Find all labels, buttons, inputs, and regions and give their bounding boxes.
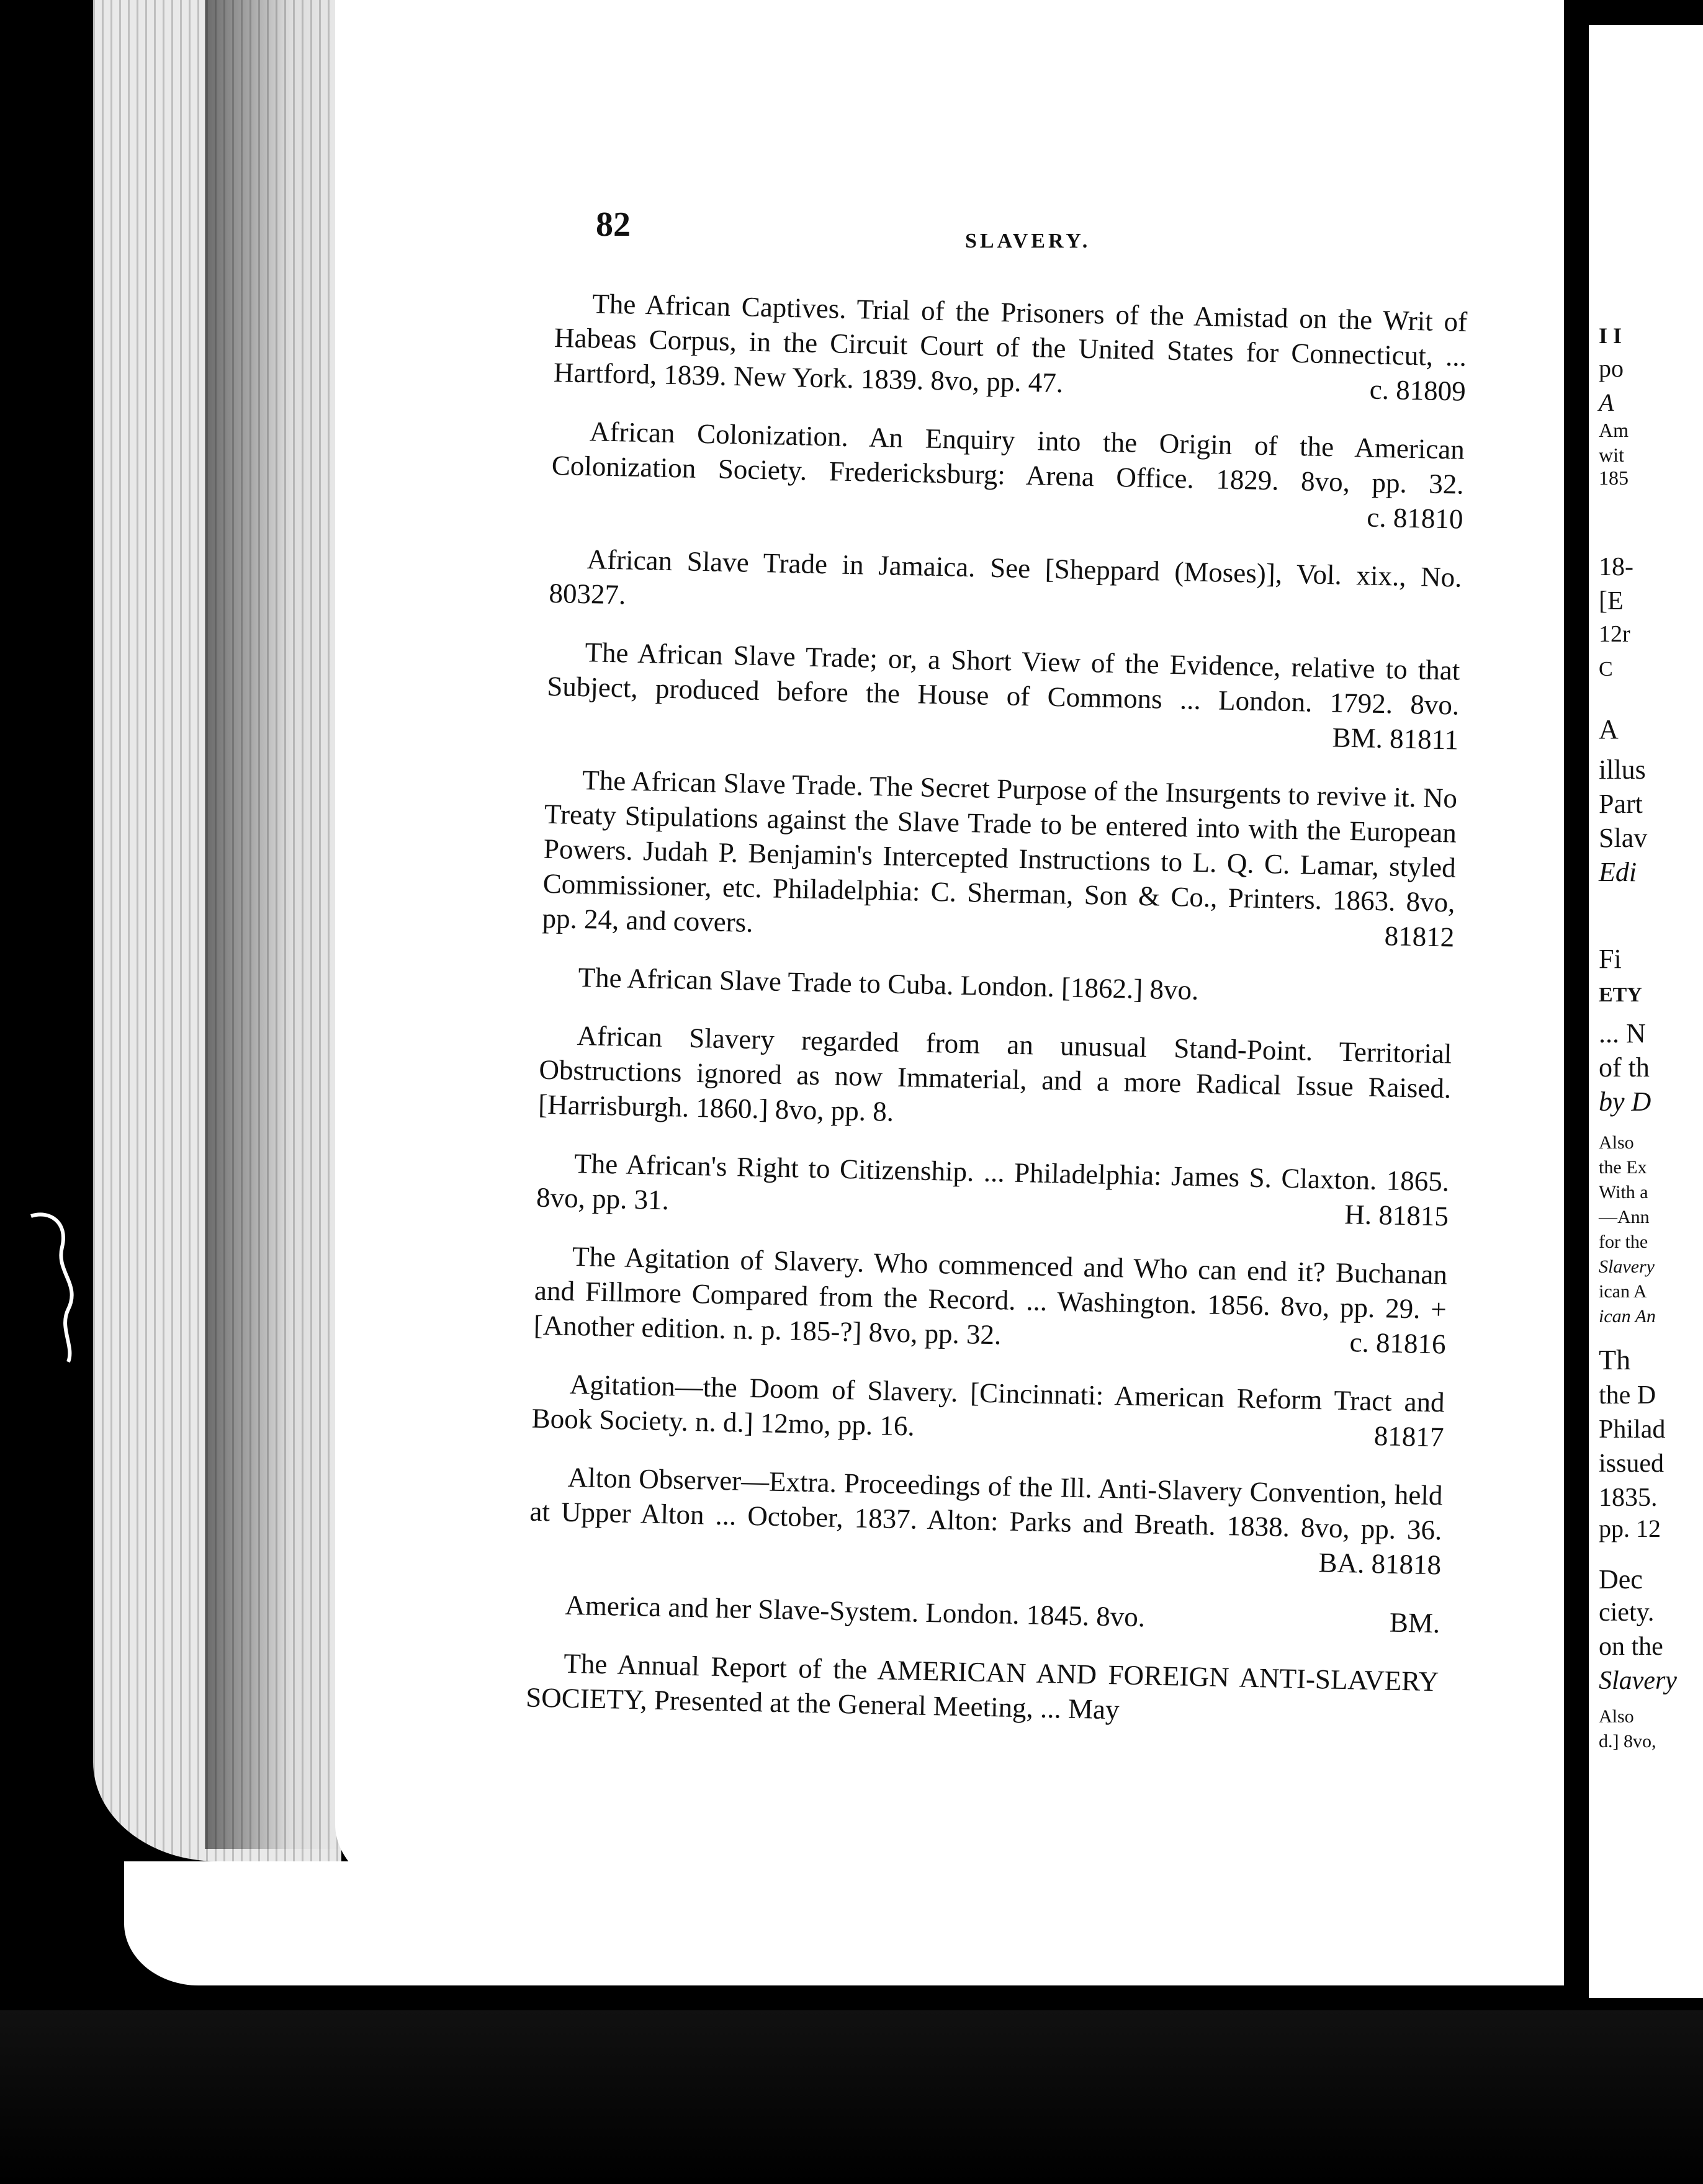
fragment-text: ETY <box>1599 983 1642 1006</box>
entry-text: Alton Observer—Extra. Proceedings of the Ill. Anti-Slavery Convention, held at Upper Alton ... October, 1837. Alton: Parks and Breath. 1838. 8vo, pp. 36. <box>529 1461 1443 1546</box>
entry-text: The African Slave Trade to Cuba. London. [1862.] 8vo. <box>578 962 1199 1006</box>
fragment-text: by D <box>1599 1086 1651 1117</box>
fragment-text: Slavery <box>1599 1256 1655 1277</box>
fragment-text: ican An <box>1599 1306 1656 1327</box>
fragment-text: Slav <box>1599 823 1648 853</box>
fragment-text: —Ann <box>1599 1207 1650 1227</box>
fragment-text: Edi <box>1599 857 1637 887</box>
fragment-text: issued <box>1599 1449 1664 1478</box>
fragment-text: 185 <box>1599 467 1629 489</box>
entry-reference-number: 81812 <box>1372 918 1455 955</box>
bibliography-entry <box>531 1366 1445 1455</box>
entry-reference-number: c. 81816 <box>1337 1325 1446 1362</box>
fragment-text: illus <box>1599 754 1646 785</box>
fragment-text: the Ex <box>1599 1157 1647 1178</box>
bibliography-entry <box>536 1145 1450 1234</box>
right-page-fragment <box>1589 25 1703 1998</box>
bibliography-entry <box>550 413 1465 537</box>
fragment-text: wit <box>1599 444 1624 466</box>
fragment-text: Am <box>1599 419 1629 441</box>
fragment-text: I I <box>1599 323 1622 348</box>
entry-text: The African Slave Trade; or, a Short View of the Evidence, relative to that Subject, produced before the House of Commons ... London. 1792. 8vo. <box>546 637 1460 721</box>
bibliography-entry <box>553 285 1467 409</box>
fragment-text: Part <box>1599 789 1643 819</box>
entry-text: The Agitation of Slavery. Who commenced and Who can end it? Buchanan and Fillmore Compared from the Record. ... Washington. 1856. 8vo, pp. 29. + [Another edition. n. p. 185-?] 8vo, pp. 32. <box>533 1240 1448 1351</box>
fragment-text: Also <box>1599 1132 1634 1153</box>
bibliography-entry <box>541 959 1454 1013</box>
entry-text: The African Captives. Trial of the Prisoners of the Amistad on the Writ of Habeas Corpus, in the Circuit Court of the United States for Connecticut, ... Hartford, 1839. New York. 1839. 8vo, pp. 47. <box>553 288 1468 399</box>
bibliography-entry <box>546 634 1460 758</box>
entry-text: The African Slave Trade. The Secret Purpose of the Insurgents to revive it. No Treaty Stipulations against the Slave Trade to be entered into with the European Powers. Judah P. Benjamin's Intercepted Instructions to L. Q. C. Lamar, styled Commissioner, etc. Philadelphia: C. Sherman, Son & Co., Printers. 1863. 8vo, pp. 24, and covers. <box>542 764 1458 938</box>
fragment-text: Fi <box>1599 944 1622 974</box>
fragment-text: pp. 12 <box>1599 1515 1661 1542</box>
fragment-text: [E <box>1599 587 1624 615</box>
fragment-text: d.] 8vo, <box>1599 1731 1656 1752</box>
fragment-text: 18- <box>1599 553 1633 581</box>
entry-reference-number: BA. 81818 <box>1306 1545 1442 1583</box>
bibliography-entry <box>526 1645 1439 1734</box>
fragment-text: A <box>1599 388 1614 416</box>
page-number: 82 <box>596 205 631 244</box>
entry-text: Agitation—the Doom of Slavery. [Cincinnati: American Reform Tract and Book Society. n. d.] 12mo, pp. 16. <box>531 1368 1445 1442</box>
fragment-text: ciety. <box>1599 1598 1655 1627</box>
fragment-text: Th <box>1599 1344 1631 1376</box>
entry-reference-number: BM. 81811 <box>1319 720 1458 758</box>
scan-bottom-shadow <box>0 2010 1703 2184</box>
entry-reference-number: c. 81810 <box>1354 499 1463 537</box>
bibliography-entries <box>525 285 1468 1757</box>
fragment-text: of th <box>1599 1052 1650 1083</box>
section-title: SLAVERY. <box>965 230 1091 253</box>
fragment-text: po <box>1599 354 1624 382</box>
fragment-text: A <box>1599 714 1619 745</box>
entry-text: African Colonization. An Enquiry into the Origin of the American Colonization Society. Fredericksburg: Arena Office. 1829. 8vo, pp. 32. <box>551 416 1465 500</box>
fragment-text: Dec <box>1599 1564 1643 1595</box>
fragment-text: C <box>1599 658 1613 681</box>
entry-text: The Annual Report of the AMERICAN AND FOREIGN ANTI-SLAVERY SOCIETY, Presented at the General Meeting, ... May <box>525 1647 1439 1725</box>
entry-text: America and her Slave-System. London. 1845. 8vo. <box>564 1589 1146 1633</box>
page-shadow <box>205 0 348 1849</box>
fragment-text: With a <box>1599 1182 1648 1202</box>
bibliography-entry <box>529 1459 1443 1583</box>
fragment-text: ican A <box>1599 1281 1647 1302</box>
fragment-text: for the <box>1599 1232 1648 1252</box>
entry-text: African Slave Trade in Jamaica. See [Sheppard (Moses)], Vol. xix., No. 80327. <box>549 544 1462 611</box>
scratch-mark <box>25 1204 93 1365</box>
fragment-text: 12r <box>1599 621 1630 647</box>
fragment-text: Philad <box>1599 1415 1666 1444</box>
bibliography-entry <box>542 762 1458 955</box>
bibliography-entry <box>549 541 1462 630</box>
entry-text: African Slavery regarded from an unusual Stand-Point. Territorial Obstructions ignored as now Immaterial, and a more Radical Issue Raised. [Harrisburgh. 1860.] 8vo, pp. 8. <box>537 1019 1452 1127</box>
entry-reference-number: 81817 <box>1361 1418 1444 1455</box>
entry-reference-number: c. 81809 <box>1357 372 1466 409</box>
bibliography-entry <box>538 1018 1452 1141</box>
fragment-text: Also <box>1599 1706 1634 1727</box>
book-gutter <box>1564 0 1589 2016</box>
fragment-text: Slavery <box>1599 1667 1677 1695</box>
bibliography-entry <box>533 1238 1447 1362</box>
fragment-text: ... N <box>1599 1018 1646 1049</box>
fragment-text: the D <box>1599 1381 1656 1410</box>
entry-reference-number: BM. <box>1377 1604 1440 1640</box>
entry-text: The African's Right to Citizenship. ... Philadelphia: James S. Claxton. 1865. 8vo, pp. 31. <box>536 1147 1450 1216</box>
fragment-text: 1835. <box>1599 1484 1658 1512</box>
entry-reference-number: H. 81815 <box>1332 1197 1449 1234</box>
fragment-text: on the <box>1599 1632 1663 1661</box>
bibliography-entry <box>528 1587 1440 1641</box>
